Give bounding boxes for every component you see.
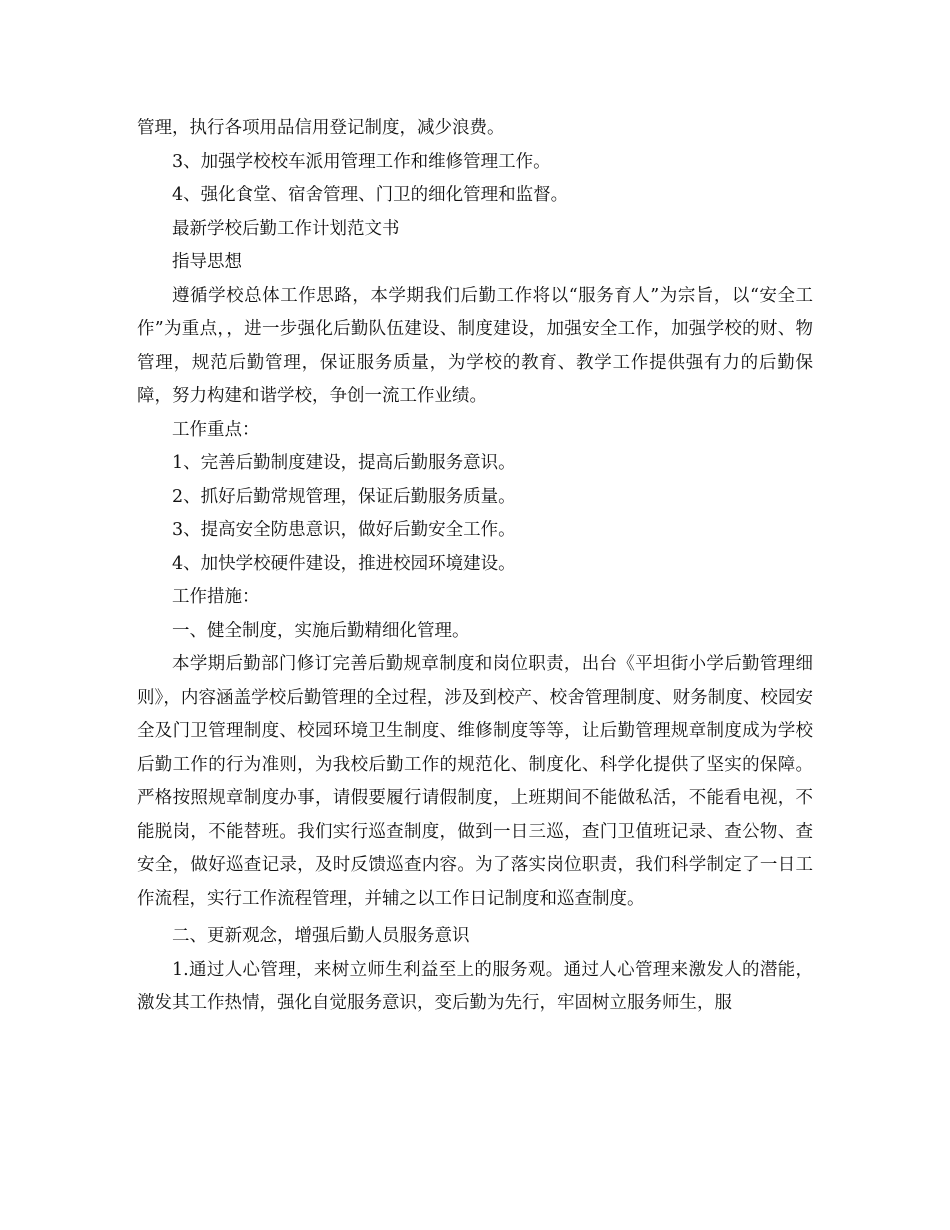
document-body <box>137 112 813 1021</box>
paragraph-rules: 本学期后勤部门修订完善后勤规章制度和岗位职责，出台《平坦街小学后勤管理细则》，内容涵盖学校后勤管理的全过程，涉及到校产、校舍管理制度、财务制度、校园安全及门卫管理制度、校园环境卫生制度、维修制度等等，让后勤管理规章制度成为学校后勤工作的行为准则，为我校后勤工作的规范化、制度化、科学化提供了坚实的保障。严格按照规章制度办事，请假要履行请假制度，上班期间不能做私活，不能看电视，不能脱岗，不能替班。我们实行巡查制度，做到一日三巡，查门卫值班记录、查公物、查安全，做好巡查记录，及时反馈巡查内容。为了落实岗位职责，我们科学制定了一日工作流程，实行工作流程管理，并辅之以工作日记制度和巡查制度。 <box>137 654 813 909</box>
paragraph-service-1: 1.通过人心管理，来树立师生利益至上的服务观。通过人心管理来激发人的潜能，激发其工作热情，强化自觉服务意识，变后勤为先行，牢固树立服务师生，服 <box>137 959 813 1013</box>
document-heading: 最新学校后勤工作计划范文书 <box>172 218 400 239</box>
list-item-focus-1: 1、完善后勤制度建设，提高后勤服务意识。 <box>172 453 516 473</box>
section-heading-work-measures: 工作措施： <box>172 587 260 607</box>
list-item-focus-4: 4、加快学校硬件建设，推进校园环境建设。 <box>172 553 516 574</box>
section-heading-guiding-idea: 指导思想 <box>172 252 242 272</box>
paragraph-2: 3、加强学校校车派用管理工作和维修管理工作。 <box>172 151 551 172</box>
list-item-focus-3: 3、提高安全防患意识，做好后勤安全工作。 <box>172 520 516 540</box>
paragraph-guiding-idea: 遵循学校总体工作思路，本学期我们后勤工作将以“服务育人”为宗旨，以“安全工作”为重点，，进一步强化后勤队伍建设、制度建设，加强安全工作，加强学校的财、物管理，规范后勤管理，保证服务质量，为学校的教育、教学工作提供强有力的后勤保障，努力构建和谐学校，争创一流工作业绩。 <box>137 285 813 406</box>
section-heading-work-focus: 工作重点： <box>172 419 260 440</box>
paragraph-1: 管理，执行各项用品信用登记制度，减少浪费。 <box>137 118 505 138</box>
list-item-focus-2: 2、抓好后勤常规管理，保证后勤服务质量。 <box>172 486 516 507</box>
paragraph-3: 4、强化食堂、宿舍管理、门卫的细化管理和监督。 <box>172 185 569 205</box>
subsection-heading-1: 一、健全制度，实施后勤精细化管理。 <box>172 620 470 641</box>
subsection-heading-2: 二、更新观念，增强后勤人员服务意识 <box>172 926 470 946</box>
